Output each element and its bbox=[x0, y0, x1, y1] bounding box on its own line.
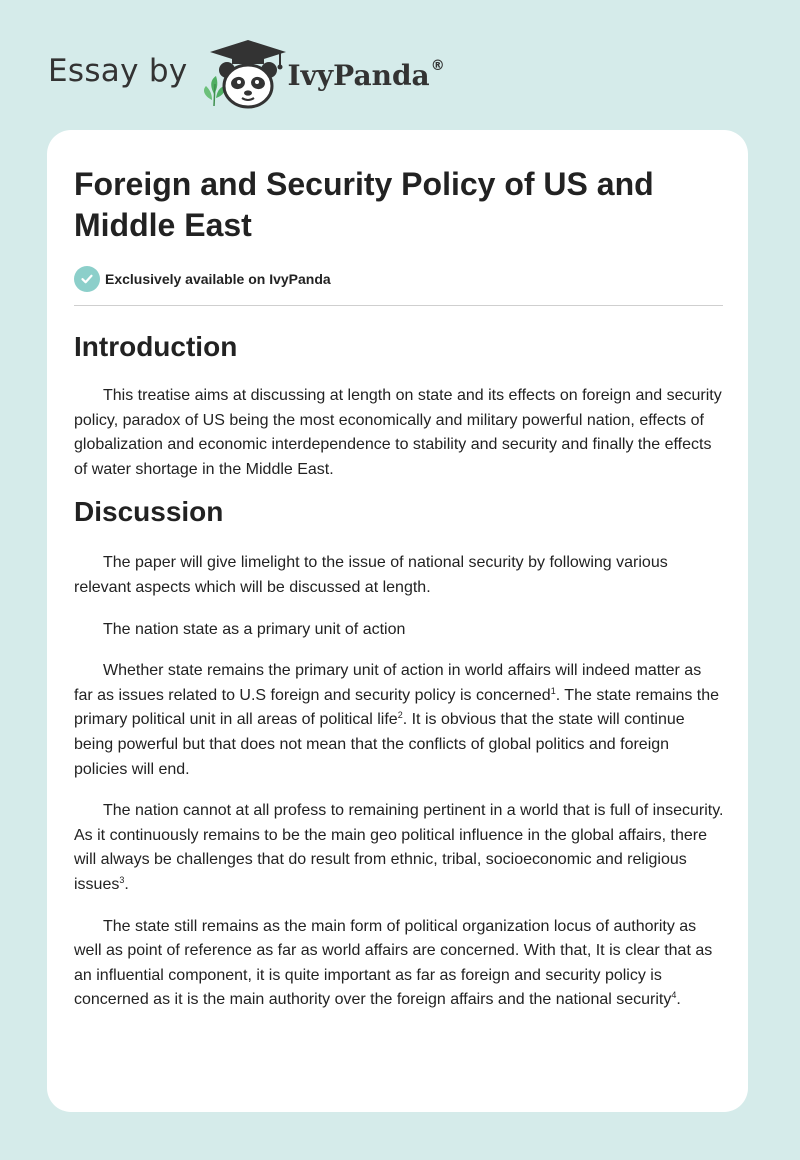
discussion-paragraph: The state still remains as the main form of political organization locus of authority as well as point of reference as far as world affairs are concerned. With that, It is clear that as an influential component, it is quite important as far as foreign and security policy is concerned as it is the main authority over the foreign affairs and the national security$^4$. bbox=[74, 917, 713, 1009]
registered-mark: ® bbox=[430, 58, 445, 75]
exclusive-badge bbox=[74, 266, 721, 292]
discussion-paragraph: The nation cannot at all profess to remaining pertinent in a world that is full of insecurity. As it continuously remains to be the main geo political influence in the global affairs, there will always be challenges that do result from ethnic, tribal, socioeconomic and religious issues$^3$. bbox=[74, 802, 724, 893]
section-heading-introduction: Introduction bbox=[74, 331, 238, 362]
footnote-ref[interactable]: 2 bbox=[397, 710, 403, 721]
article-title: Foreign and Security Policy of US and Middle East bbox=[74, 166, 654, 243]
discussion-paragraph: Whether state remains the primary unit of action in world affairs will indeed matter as far as issues related to U.S foreign and security policy is concerned$^1$. The state remains the primary political unit in all areas of political life$^2$. It is obvious that the state will continue being powerful but that does not mean that the conflicts of global politics and foreign policies will end. bbox=[74, 662, 720, 778]
site-header bbox=[48, 36, 445, 112]
footnote-ref[interactable]: 3 bbox=[119, 874, 125, 885]
footnote-ref[interactable]: 4 bbox=[671, 990, 677, 1001]
exclusive-label: Exclusively available on IvyPanda bbox=[105, 271, 331, 287]
brand-name[interactable]: IvyPanda® bbox=[287, 58, 445, 92]
check-circle-icon bbox=[74, 266, 100, 292]
intro-paragraph: This treatise aims at discussing at length on state and its effects on foreign and security policy, paradox of US being the most economically and military powerful nation, effects of globalization and economic interdependence to stability and security and finally the effects of water shortage in the Middle East. bbox=[74, 387, 722, 478]
section-heading-discussion: Discussion bbox=[74, 496, 224, 528]
brand-prefix: Essay by bbox=[48, 53, 188, 89]
footnote-ref[interactable]: 1 bbox=[550, 685, 556, 696]
divider bbox=[74, 305, 723, 306]
discussion-subheading: The nation state as a primary unit of action bbox=[103, 620, 406, 638]
panda-graduate-icon[interactable] bbox=[202, 36, 292, 112]
article-card bbox=[47, 130, 748, 1112]
discussion-paragraph: The paper will give limelight to the issue of national security by following various relevant aspects which will be discussed at length. bbox=[74, 554, 668, 596]
